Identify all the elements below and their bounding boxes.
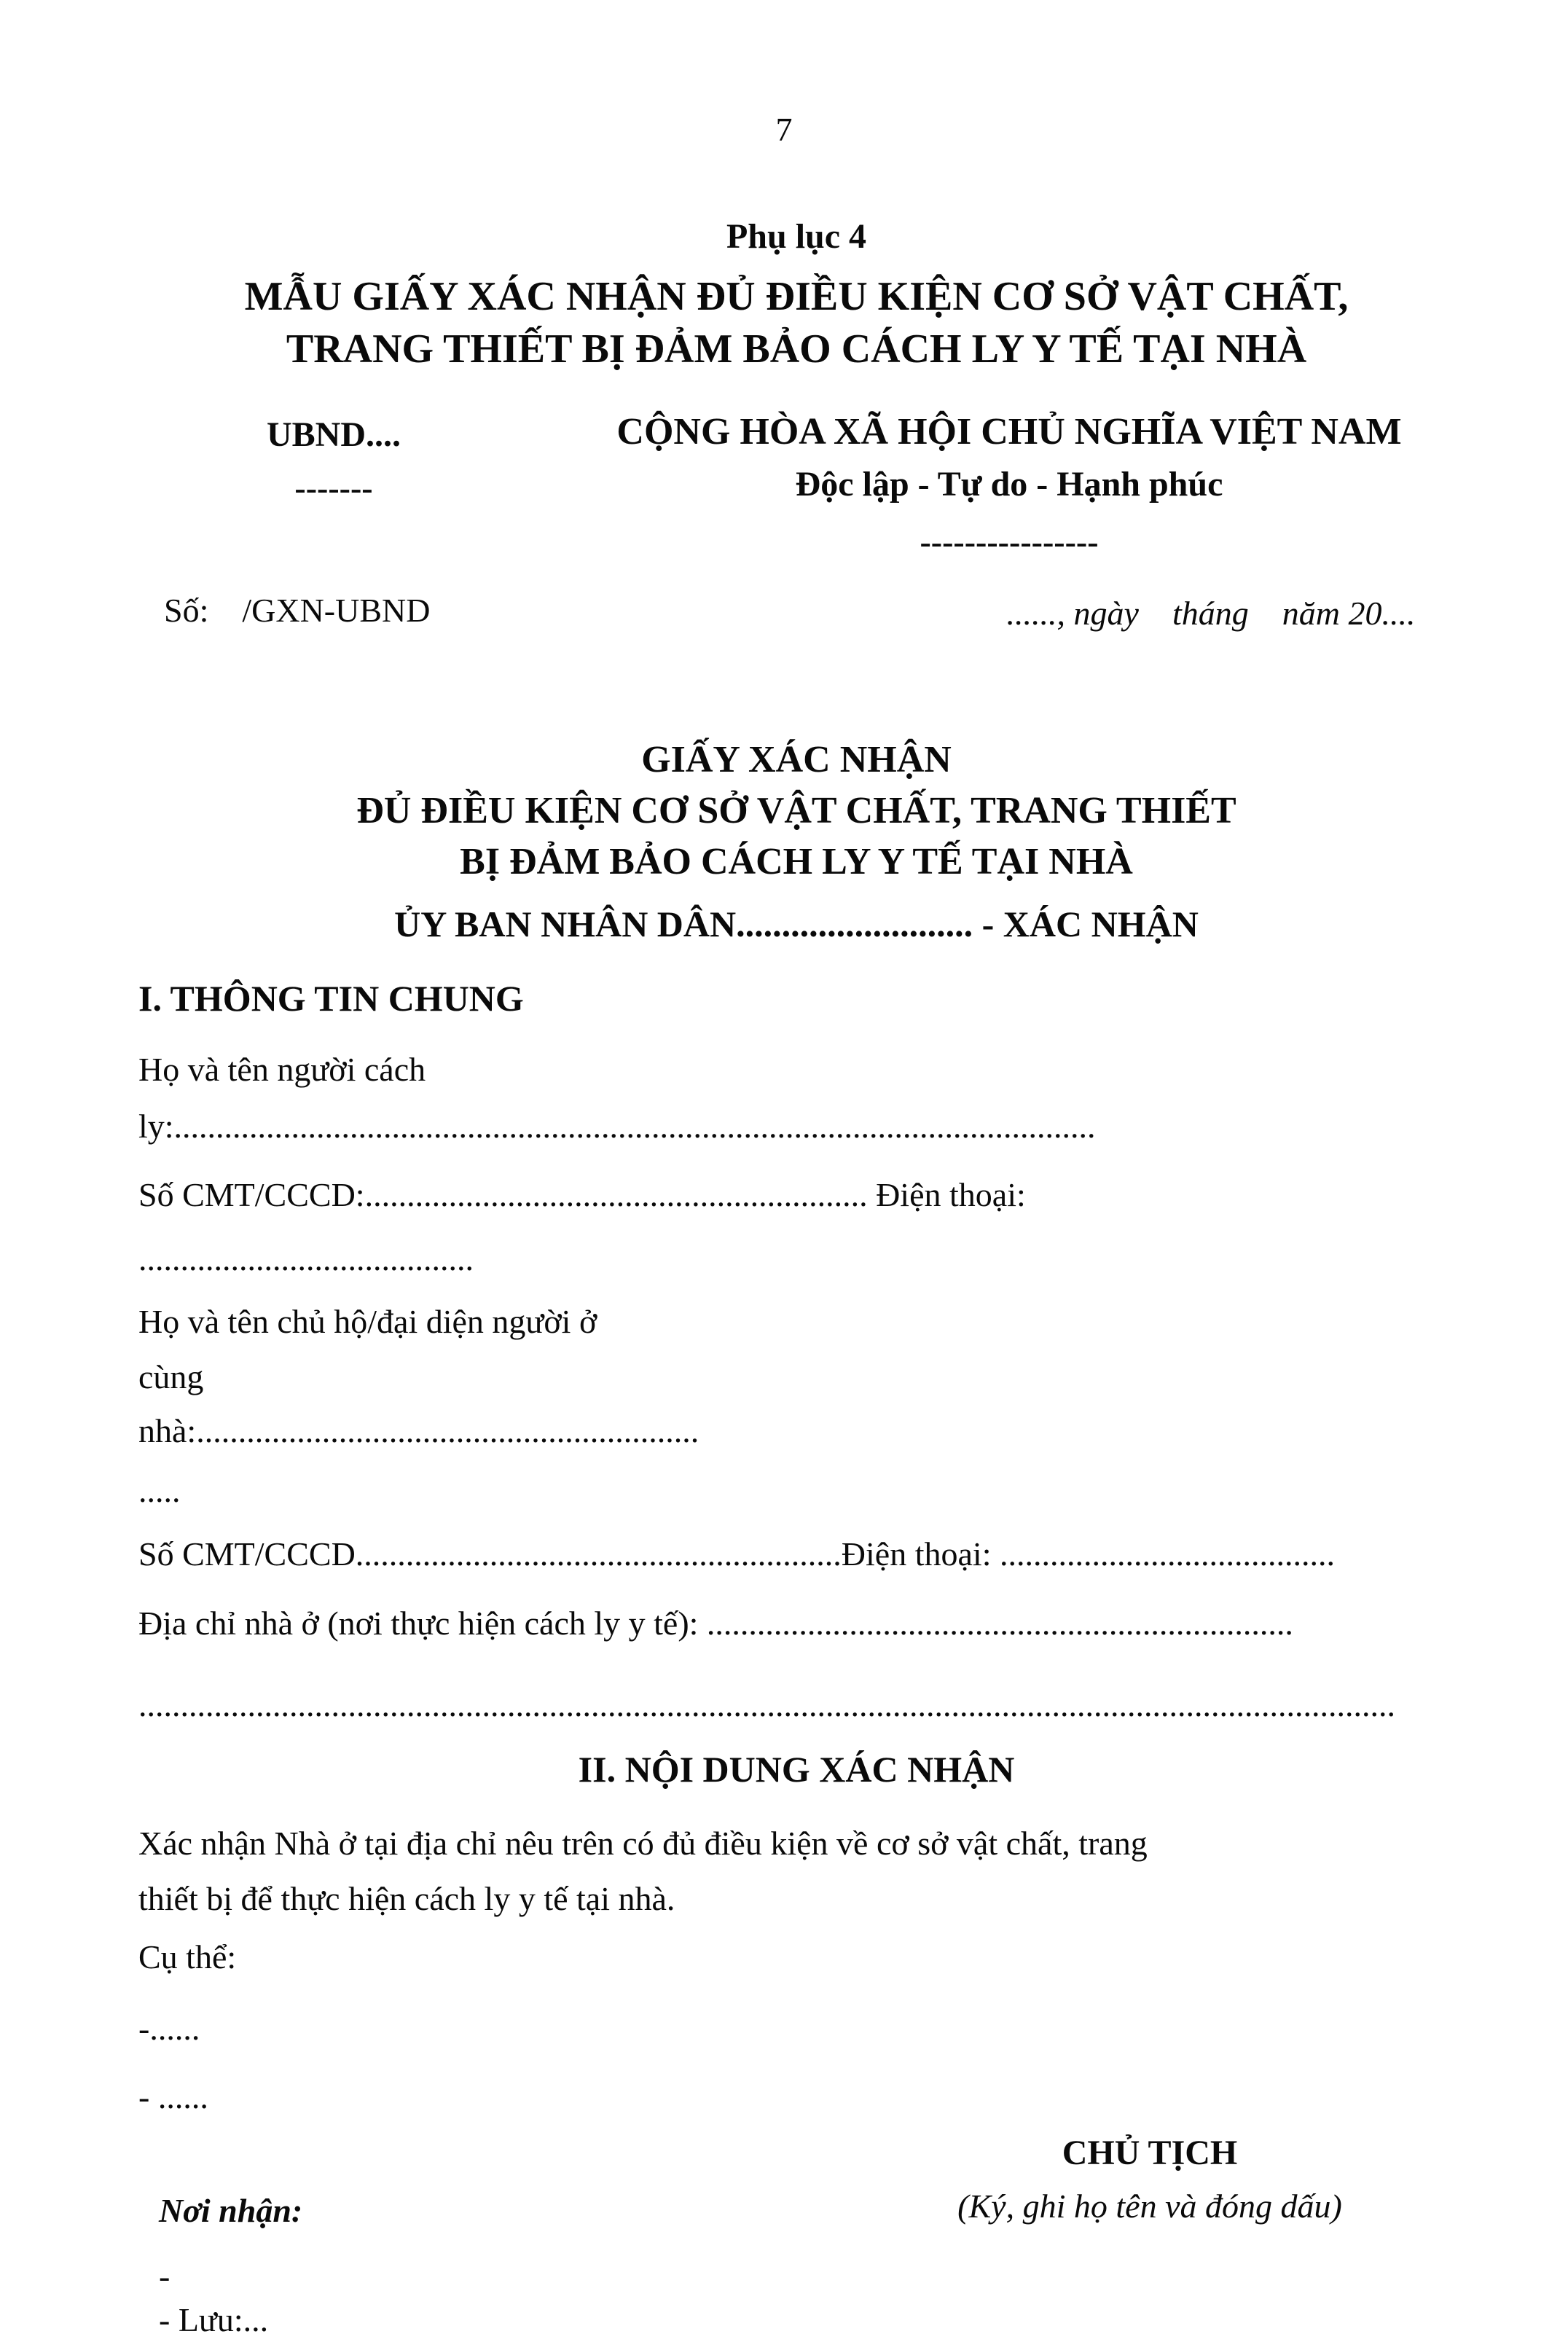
field-isolated-person-name-blank: ly:..............................................................................................................	[138, 1108, 1096, 1145]
appendix-label: Phụ lục 4	[726, 217, 867, 256]
signer-title: CHỦ TỊCH	[1062, 2134, 1238, 2172]
field-id-number-2: Số CMT/CCCD..........................................................Điện thoại: ........................................	[138, 1535, 1335, 1572]
confirmation-body-line2: thiết bị để thực hiện cách ly y tế tại nhà.	[138, 1880, 675, 1917]
field-isolated-person-name-label: Họ và tên người cách	[138, 1051, 426, 1088]
field-home-address-blank: ......................................................................................................................................................	[138, 1686, 1395, 1723]
recipient-item1: -	[159, 2257, 170, 2295]
field-household-head-blank: nhà:............................................................	[138, 1412, 699, 1449]
certificate-title-line1: GIẤY XÁC NHẬN	[641, 739, 952, 780]
certificate-issuer-line: ỦY BAN NHÂN DÂN.......................... - XÁC NHẬN	[394, 904, 1199, 944]
date-place-line: ......, ngày tháng năm 20....	[1006, 595, 1416, 632]
org-divider: -------	[294, 469, 373, 506]
confirmation-body-line1: Xác nhận Nhà ở tại địa chỉ nêu trên có đủ điều kiện về cơ sở vật chất, trang	[138, 1825, 1148, 1862]
form-title-line1: MẪU GIẤY XÁC NHẬN ĐỦ ĐIỀU KIỆN CƠ SỞ VẬT CHẤT,	[244, 274, 1349, 319]
certificate-title-line2: ĐỦ ĐIỀU KIỆN CƠ SỞ VẬT CHẤT, TRANG THIẾT	[356, 790, 1236, 831]
certificate-title-line3: BỊ ĐẢM BẢO CÁCH LY Y TẾ TẠI NHÀ	[460, 841, 1133, 882]
document-number: Số: /GXN-UBND	[164, 592, 431, 629]
field-household-head-label1: Họ và tên chủ hộ/đại diện người ở	[138, 1303, 597, 1340]
page-number: 7	[775, 111, 793, 148]
section1-heading: I. THÔNG TIN CHUNG	[138, 978, 524, 1019]
national-title: CỘNG HÒA XÃ HỘI CHỦ NGHĨA VIỆT NAM	[616, 411, 1402, 453]
confirmation-detail-item1: -......	[138, 2010, 200, 2047]
field-home-address: Địa chỉ nhà ở (nơi thực hiện cách ly y tế): ......................................................................	[138, 1605, 1293, 1642]
issuing-org-name: UBND....	[266, 415, 401, 454]
motto-divider: ----------------	[920, 523, 1099, 560]
field-phone-1-blank: ........................................	[138, 1240, 474, 1277]
national-motto: Độc lập - Tự do - Hạnh phúc	[795, 465, 1223, 504]
recipient-item2: - Lưu:...	[159, 2301, 269, 2338]
field-id-number-1: Số CMT/CCCD:............................................................ Điện thoại:	[138, 1176, 1026, 1213]
signature-instruction: (Ký, ghi họ tên và đóng dấu)	[957, 2188, 1342, 2225]
form-title-line2: TRANG THIẾT BỊ ĐẢM BẢO CÁCH LY Y TẾ TẠI NHÀ	[286, 326, 1307, 372]
field-household-head-blank2: .....	[138, 1472, 181, 1509]
field-household-head-label2: cùng	[138, 1358, 204, 1395]
section2-heading: II. NỘI DUNG XÁC NHẬN	[578, 1749, 1015, 1790]
confirmation-detail-item2: - ......	[138, 2078, 208, 2115]
recipients-label: Nơi nhận:	[159, 2192, 303, 2229]
confirmation-detail-label: Cụ thể:	[138, 1938, 237, 1975]
